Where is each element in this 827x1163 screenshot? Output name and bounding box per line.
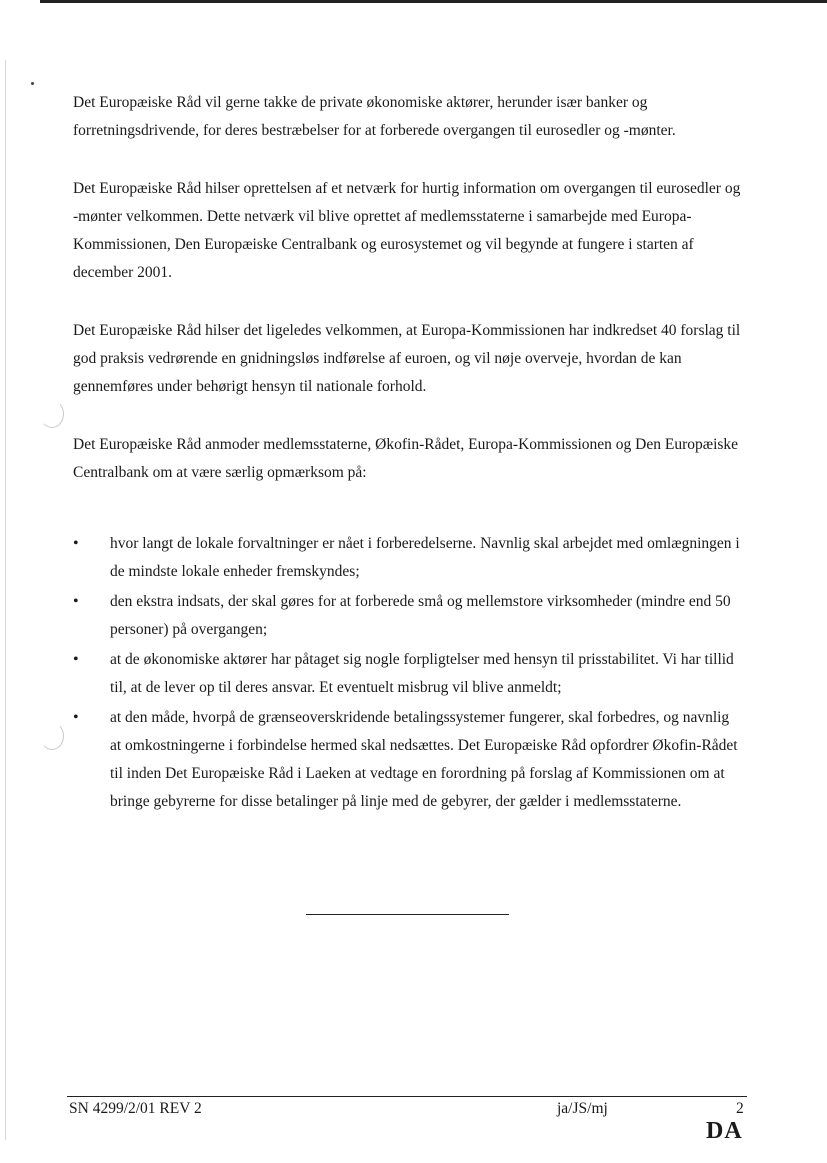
bullet-list	[73, 530, 743, 816]
list-item-text: at de økonomiske aktører har påtaget sig nogle forpligtelser med hensyn til prisstabilitet. Vi har tillid til, at de lever op til deres ansvar. Et eventuelt misbrug vil blive anmeldt;	[110, 651, 734, 696]
scan-left-edge	[5, 60, 6, 1140]
bullet-icon: •	[73, 651, 79, 668]
list-item	[73, 588, 743, 644]
document-reference: SN 4299/2/01 REV 2	[69, 1100, 202, 1117]
list-item	[73, 646, 743, 702]
paragraph: Det Europæiske Råd anmoder medlemsstaterne, Økofin-Rådet, Europa-Kommissionen og Den Europæiske Centralbank om at være særlig opmærksom på:	[73, 436, 739, 481]
page-number: 2	[736, 1100, 744, 1117]
list-item	[73, 530, 743, 586]
document-body	[73, 89, 743, 818]
paragraph: Det Europæiske Råd vil gerne takke de private økonomiske aktører, herunder især banker og forretningsdrivende, for deres bestræbelser for at forberede overgangen til eurosedler og -mønter.	[73, 94, 676, 139]
punch-hole-mark	[40, 400, 64, 428]
bullet-icon: •	[73, 535, 79, 552]
scan-top-edge	[40, 0, 827, 3]
paragraph: Det Europæiske Råd hilser oprettelsen af et netværk for hurtig information om overgangen til eurosedler og -mønter velkommen. Dette netværk vil blive oprettet af medlemsstaterne i samarbejde med Europa-Kommissionen, Den Europæiske Centralbank og eurosystemet og vil begynde at fungere i starten af december 2001.	[73, 180, 741, 281]
scan-speck	[31, 82, 34, 85]
footer-rule	[67, 1096, 747, 1097]
language-code: DA	[706, 1118, 743, 1144]
list-item-text: den ekstra indsats, der skal gøres for at forberede små og mellemstore virksomheder (mindre end 50 personer) på overgangen;	[110, 593, 731, 638]
bullet-icon: •	[73, 709, 79, 726]
list-item-text: hvor langt de lokale forvaltninger er nået i forberedelserne. Navnlig skal arbejdet med omlægningen i de mindste lokale enheder fremskyndes;	[110, 535, 740, 580]
end-of-text-rule	[306, 914, 509, 915]
paragraph: Det Europæiske Råd hilser det ligeledes velkommen, at Europa-Kommissionen har indkredset 40 forslag til god praksis vedrørende en gnidningsløs indførelse af euroen, og vil nøje overveje, hvordan de kan gennemføres under behørigt hensyn til nationale forhold.	[73, 322, 741, 395]
bullet-icon: •	[73, 593, 79, 610]
list-item-text: at den måde, hvorpå de grænseoverskridende betalingssystemer fungerer, skal forbedres, og navnlig at omkostningerne i forbindelse hermed skal nedsættes. Det Europæiske Råd opfordrer Økofin-Rådet til inden Det Europæiske Råd i Laeken at vedtage en forordning på forslag af Kommissionen om at bringe gebyrerne for disse betalinger på linje med de gebyrer, der gælder i medlemsstaterne.	[110, 709, 738, 810]
author-initials: ja/JS/mj	[557, 1100, 608, 1117]
punch-hole-mark	[40, 722, 64, 750]
list-item	[73, 704, 743, 816]
